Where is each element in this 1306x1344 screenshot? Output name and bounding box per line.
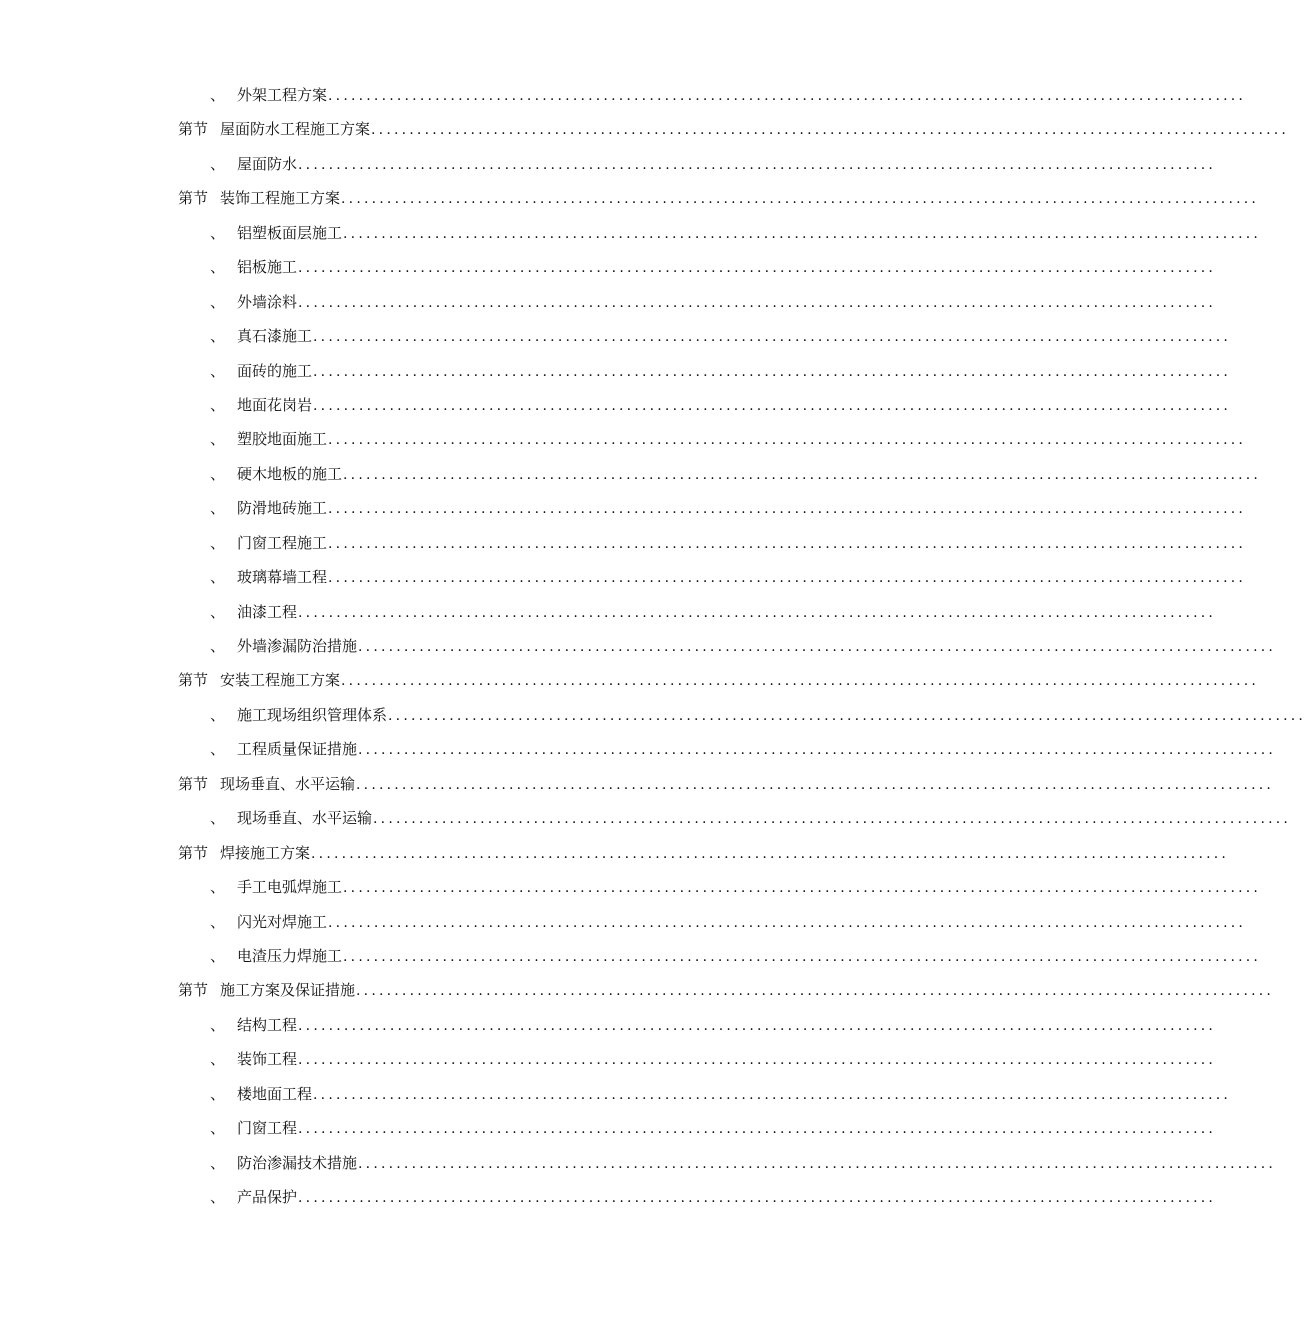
dot-leader: ........................................................................................................................ xyxy=(298,260,1217,277)
dot-leader: ........................................................................................................................ xyxy=(328,432,1247,449)
toc-subsection-entry xyxy=(178,388,1232,422)
list-bullet: 、 xyxy=(210,464,226,483)
section-number-label: 第节 xyxy=(178,843,209,862)
toc-subsection-entry xyxy=(178,354,1232,388)
toc-subsection-entry xyxy=(178,801,1292,835)
dot-leader: ........................................................................................................................ xyxy=(343,948,1262,965)
dot-leader: ........................................................................................................................ xyxy=(328,501,1247,518)
list-bullet: 、 xyxy=(210,705,226,724)
dot-leader: ........................................................................................................................ xyxy=(371,122,1290,139)
list-bullet: 、 xyxy=(210,395,226,414)
toc-subsection-entry xyxy=(178,250,1217,284)
dot-leader: ........................................................................................................................ xyxy=(313,1086,1232,1103)
toc-entry-title: 现场垂直、水平运输 xyxy=(237,809,373,828)
list-bullet: 、 xyxy=(210,1084,226,1103)
toc-section-entry xyxy=(178,181,1260,215)
section-number-label: 第节 xyxy=(178,120,209,139)
dot-leader: ........................................................................................................................ xyxy=(358,639,1277,655)
toc-entry-title: 装饰工程 xyxy=(237,1050,298,1069)
toc-subsection-entry xyxy=(178,1077,1232,1111)
dot-leader: ........................................................................................................................ xyxy=(341,191,1260,208)
list-bullet: 、 xyxy=(210,1119,226,1138)
list-bullet: 、 xyxy=(210,912,226,931)
toc-subsection-entry xyxy=(178,905,1247,939)
toc-entry-title: 工程质量保证措施 xyxy=(237,740,358,759)
list-bullet: 、 xyxy=(210,1050,226,1069)
dot-leader: ........................................................................................................................ xyxy=(298,294,1217,311)
toc-entry-title: 闪光对焊施工 xyxy=(237,912,328,931)
dot-leader: ........................................................................................................................ xyxy=(328,88,1247,104)
toc-entry-title: 施工现场组织管理体系 xyxy=(237,705,388,724)
toc-subsection-entry xyxy=(178,285,1217,319)
dot-leader: ........................................................................................................................ xyxy=(358,742,1277,759)
toc-subsection-entry xyxy=(178,422,1247,456)
toc-entry-title: 结构工程 xyxy=(237,1015,298,1034)
dot-leader: ........................................................................................................................ xyxy=(313,397,1232,414)
toc-entry-title: 真石漆施工 xyxy=(237,327,313,346)
list-bullet: 、 xyxy=(210,637,226,655)
list-bullet: 、 xyxy=(210,809,226,828)
toc-entry-title: 楼地面工程 xyxy=(237,1084,313,1103)
list-bullet: 、 xyxy=(210,361,226,380)
toc-subsection-entry xyxy=(178,78,1247,112)
list-bullet: 、 xyxy=(210,878,226,897)
toc-entry-title: 门窗工程 xyxy=(237,1119,298,1138)
dot-leader: ........................................................................................................................ xyxy=(298,604,1217,621)
list-bullet: 、 xyxy=(210,430,226,449)
toc-entry-title: 铝塑板面层施工 xyxy=(237,223,343,242)
list-bullet: 、 xyxy=(210,292,226,311)
toc-entry-title: 屋面防水工程施工方案 xyxy=(220,120,371,139)
list-bullet: 、 xyxy=(210,533,226,552)
dot-leader: ........................................................................................................................ xyxy=(388,707,1306,724)
toc-entry-title: 铝板施工 xyxy=(237,258,298,277)
toc-section-entry xyxy=(178,973,1275,1007)
dot-leader: ........................................................................................................................ xyxy=(328,535,1247,552)
dot-leader: ........................................................................................................................ xyxy=(298,1052,1217,1069)
toc-section-entry xyxy=(178,663,1260,697)
toc-subsection-entry xyxy=(178,319,1232,353)
toc-section-entry xyxy=(178,836,1230,870)
toc-entry-title: 安装工程施工方案 xyxy=(220,671,341,690)
section-number-label: 第节 xyxy=(178,774,209,793)
list-bullet: 、 xyxy=(210,568,226,587)
section-number-label: 第节 xyxy=(178,189,209,208)
toc-entry-title: 现场垂直、水平运输 xyxy=(220,774,356,793)
dot-leader: ........................................................................................................................ xyxy=(343,225,1262,242)
toc-subsection-entry xyxy=(178,1146,1277,1180)
dot-leader: ........................................................................................................................ xyxy=(328,570,1247,587)
dot-leader: ........................................................................................................................ xyxy=(298,1121,1217,1138)
toc-entry-title: 产品保护 xyxy=(237,1188,298,1206)
toc-entry-title: 玻璃幕墙工程 xyxy=(237,568,328,587)
table-of-contents xyxy=(178,78,1306,1214)
toc-entry-title: 外墙涂料 xyxy=(237,292,298,311)
toc-subsection-entry xyxy=(178,595,1217,629)
list-bullet: 、 xyxy=(210,602,226,621)
dot-leader: ........................................................................................................................ xyxy=(356,983,1275,1000)
dot-leader: ........................................................................................................................ xyxy=(311,845,1230,862)
list-bullet: 、 xyxy=(210,946,226,965)
dot-leader: ........................................................................................................................ xyxy=(328,914,1247,931)
toc-subsection-entry xyxy=(178,1008,1217,1042)
toc-entry-title: 施工方案及保证措施 xyxy=(220,981,356,1000)
toc-subsection-entry xyxy=(178,629,1277,663)
toc-entry-title: 门窗工程施工 xyxy=(237,533,328,552)
toc-entry-title: 焊接施工方案 xyxy=(220,843,311,862)
toc-subsection-entry xyxy=(178,732,1277,766)
toc-entry-title: 塑胶地面施工 xyxy=(237,430,328,449)
dot-leader: ........................................................................................................................ xyxy=(341,673,1260,690)
toc-entry-title: 装饰工程施工方案 xyxy=(220,189,341,208)
toc-subsection-entry xyxy=(178,870,1262,904)
dot-leader: ........................................................................................................................ xyxy=(356,776,1275,793)
dot-leader: ........................................................................................................................ xyxy=(298,1190,1217,1206)
toc-subsection-entry xyxy=(178,1042,1217,1076)
dot-leader: ........................................................................................................................ xyxy=(313,329,1232,346)
toc-subsection-entry xyxy=(178,491,1247,525)
toc-entry-title: 外架工程方案 xyxy=(237,86,328,104)
list-bullet: 、 xyxy=(210,327,226,346)
section-number-label: 第节 xyxy=(178,671,209,690)
toc-entry-title: 地面花岗岩 xyxy=(237,395,313,414)
section-number-label: 第节 xyxy=(178,981,209,1000)
dot-leader: ........................................................................................................................ xyxy=(313,363,1232,380)
toc-subsection-entry xyxy=(178,147,1217,181)
toc-subsection-entry xyxy=(178,698,1306,732)
list-bullet: 、 xyxy=(210,1015,226,1034)
toc-section-entry xyxy=(178,112,1290,146)
dot-leader: ........................................................................................................................ xyxy=(298,156,1217,173)
toc-subsection-entry xyxy=(178,1180,1217,1214)
list-bullet: 、 xyxy=(210,499,226,518)
toc-entry-title: 电渣压力焊施工 xyxy=(237,946,343,965)
list-bullet: 、 xyxy=(210,223,226,242)
list-bullet: 、 xyxy=(210,1188,226,1206)
toc-entry-title: 防滑地砖施工 xyxy=(237,499,328,518)
list-bullet: 、 xyxy=(210,258,226,277)
toc-entry-title: 油漆工程 xyxy=(237,602,298,621)
toc-section-entry xyxy=(178,767,1275,801)
list-bullet: 、 xyxy=(210,86,226,104)
toc-subsection-entry xyxy=(178,526,1247,560)
toc-subsection-entry xyxy=(178,939,1262,973)
toc-entry-title: 防治渗漏技术措施 xyxy=(237,1153,358,1172)
dot-leader: ........................................................................................................................ xyxy=(298,1017,1217,1034)
toc-entry-title: 手工电弧焊施工 xyxy=(237,878,343,897)
dot-leader: ........................................................................................................................ xyxy=(343,880,1262,897)
dot-leader: ........................................................................................................................ xyxy=(358,1155,1277,1172)
toc-entry-title: 外墙渗漏防治措施 xyxy=(237,637,358,655)
toc-subsection-entry xyxy=(178,457,1262,491)
dot-leader: ........................................................................................................................ xyxy=(373,811,1292,828)
list-bullet: 、 xyxy=(210,154,226,173)
dot-leader: ........................................................................................................................ xyxy=(343,466,1262,483)
toc-subsection-entry xyxy=(178,560,1247,594)
toc-entry-title: 屋面防水 xyxy=(237,154,298,173)
list-bullet: 、 xyxy=(210,740,226,759)
toc-entry-title: 面砖的施工 xyxy=(237,361,313,380)
list-bullet: 、 xyxy=(210,1153,226,1172)
toc-subsection-entry xyxy=(178,216,1262,250)
toc-subsection-entry xyxy=(178,1111,1217,1145)
toc-entry-title: 硬木地板的施工 xyxy=(237,464,343,483)
